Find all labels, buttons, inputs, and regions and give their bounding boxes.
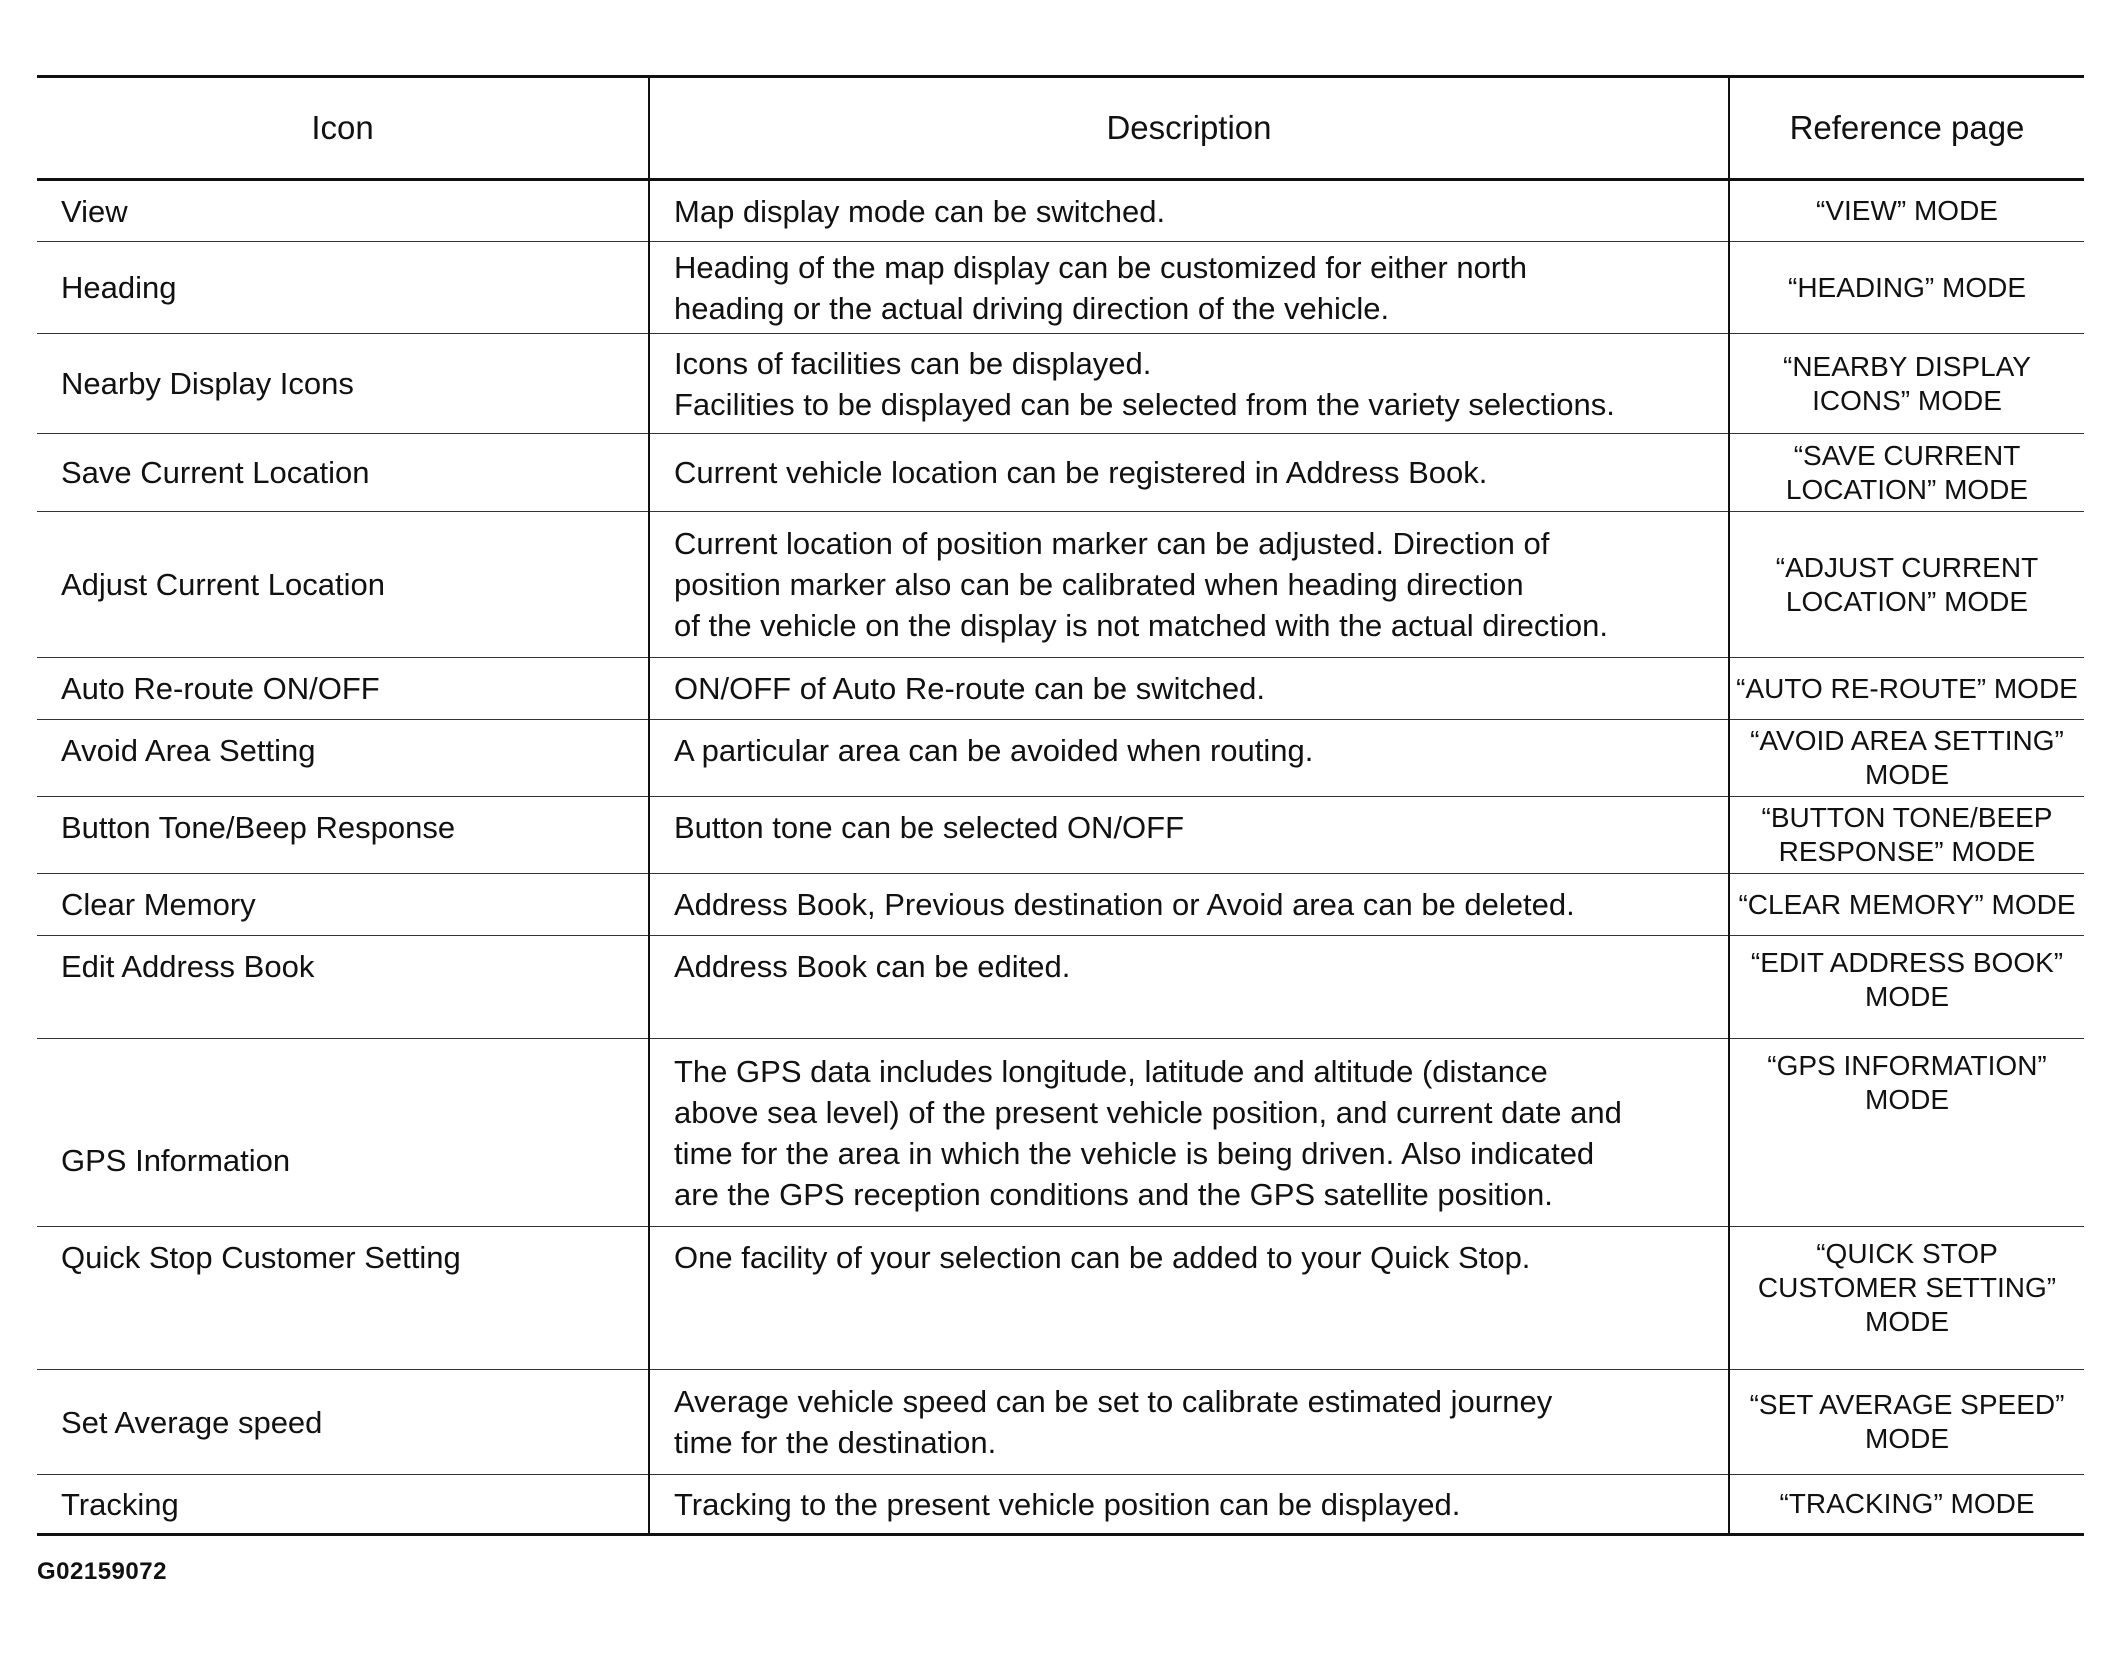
header-reference-page: Reference page	[1729, 77, 2084, 180]
row-reference: “EDIT ADDRESS BOOK” MODE	[1729, 936, 2084, 1039]
row-description: Average vehicle speed can be set to calibrate estimated journey time for the destination.	[649, 1370, 1729, 1475]
table-row	[37, 658, 2084, 720]
row-icon-name: Edit Address Book	[61, 949, 315, 984]
row-description: ON/OFF of Auto Re-route can be switched.	[649, 658, 1729, 720]
row-icon-name: Save Current Location	[61, 455, 370, 490]
row-icon-name: GPS Information	[61, 1143, 291, 1178]
header-icon: Icon	[311, 109, 374, 146]
row-description: Button tone can be selected ON/OFF	[649, 797, 1729, 874]
table-row	[37, 334, 2084, 434]
navigation-settings-table	[37, 75, 2084, 1536]
row-description: Icons of facilities can be displayed. Facilities to be displayed can be selected from the variety selections.	[649, 334, 1729, 434]
row-reference: “VIEW” MODE	[1729, 180, 2084, 242]
row-reference: “AUTO RE-ROUTE” MODE	[1729, 658, 2084, 720]
row-icon-name: View	[61, 194, 128, 229]
row-icon-name: Auto Re-route ON/OFF	[61, 671, 380, 706]
row-reference: “SAVE CURRENT LOCATION” MODE	[1729, 434, 2084, 512]
row-reference: “QUICK STOP CUSTOMER SETTING” MODE	[1729, 1227, 2084, 1370]
row-reference: “SET AVERAGE SPEED” MODE	[1729, 1370, 2084, 1475]
row-icon-name: Heading	[61, 270, 177, 305]
row-description: Heading of the map display can be customized for either north heading or the actual driving direction of the vehicle.	[649, 242, 1729, 334]
row-reference: “CLEAR MEMORY” MODE	[1729, 874, 2084, 936]
row-reference: “TRACKING” MODE	[1729, 1475, 2084, 1535]
row-description: Address Book can be edited.	[649, 936, 1729, 1039]
row-description: Current vehicle location can be registered in Address Book.	[649, 434, 1729, 512]
row-description: The GPS data includes longitude, latitude and altitude (distance above sea level) of the present vehicle position, and current date and time for the area in which the vehicle is being driven. Also indicated are the GPS reception conditions and the GPS satellite position.	[649, 1039, 1729, 1227]
row-reference: “AVOID AREA SETTING” MODE	[1729, 720, 2084, 797]
table-row	[37, 434, 2084, 512]
row-description: Tracking to the present vehicle position can be displayed.	[649, 1475, 1729, 1535]
table-row	[37, 1370, 2084, 1475]
table-row	[37, 180, 2084, 242]
settings-table-container	[37, 75, 2084, 1536]
table-row	[37, 797, 2084, 874]
row-description: A particular area can be avoided when routing.	[649, 720, 1729, 797]
row-icon-name: Clear Memory	[61, 887, 256, 922]
table-row	[37, 720, 2084, 797]
row-icon-name: Tracking	[61, 1486, 179, 1522]
header-description: Description	[649, 77, 1729, 180]
row-icon-name: Nearby Display Icons	[61, 366, 354, 401]
table-header-row	[37, 77, 2084, 180]
row-reference: “ADJUST CURRENT LOCATION” MODE	[1729, 512, 2084, 658]
table-row	[37, 242, 2084, 334]
row-description: One facility of your selection can be added to your Quick Stop.	[649, 1227, 1729, 1370]
row-reference: “HEADING” MODE	[1729, 242, 2084, 334]
row-reference: “GPS INFORMATION” MODE	[1729, 1039, 2084, 1227]
row-icon-name: Adjust Current Location	[61, 567, 385, 602]
row-description: Current location of position marker can be adjusted. Direction of position marker also can be calibrated when heading direction of the vehicle on the display is not matched with the actual direction.	[649, 512, 1729, 658]
row-description: Map display mode can be switched.	[649, 180, 1729, 242]
row-reference: “NEARBY DISPLAY ICONS” MODE	[1729, 334, 2084, 434]
table-row	[37, 1475, 2084, 1535]
table-row	[37, 1227, 2084, 1370]
table-row	[37, 512, 2084, 658]
table-row	[37, 1039, 2084, 1227]
row-reference: “BUTTON TONE/BEEP RESPONSE” MODE	[1729, 797, 2084, 874]
row-icon-name: Button Tone/Beep Response	[61, 810, 456, 845]
table-row	[37, 874, 2084, 936]
row-icon-name: Set Average speed	[61, 1404, 323, 1440]
row-icon-name: Quick Stop Customer Setting	[61, 1240, 461, 1275]
row-description: Address Book, Previous destination or Avoid area can be deleted.	[649, 874, 1729, 936]
row-icon-name: Avoid Area Setting	[61, 733, 316, 768]
figure-id: G02159072	[37, 1558, 167, 1585]
table-row	[37, 936, 2084, 1039]
